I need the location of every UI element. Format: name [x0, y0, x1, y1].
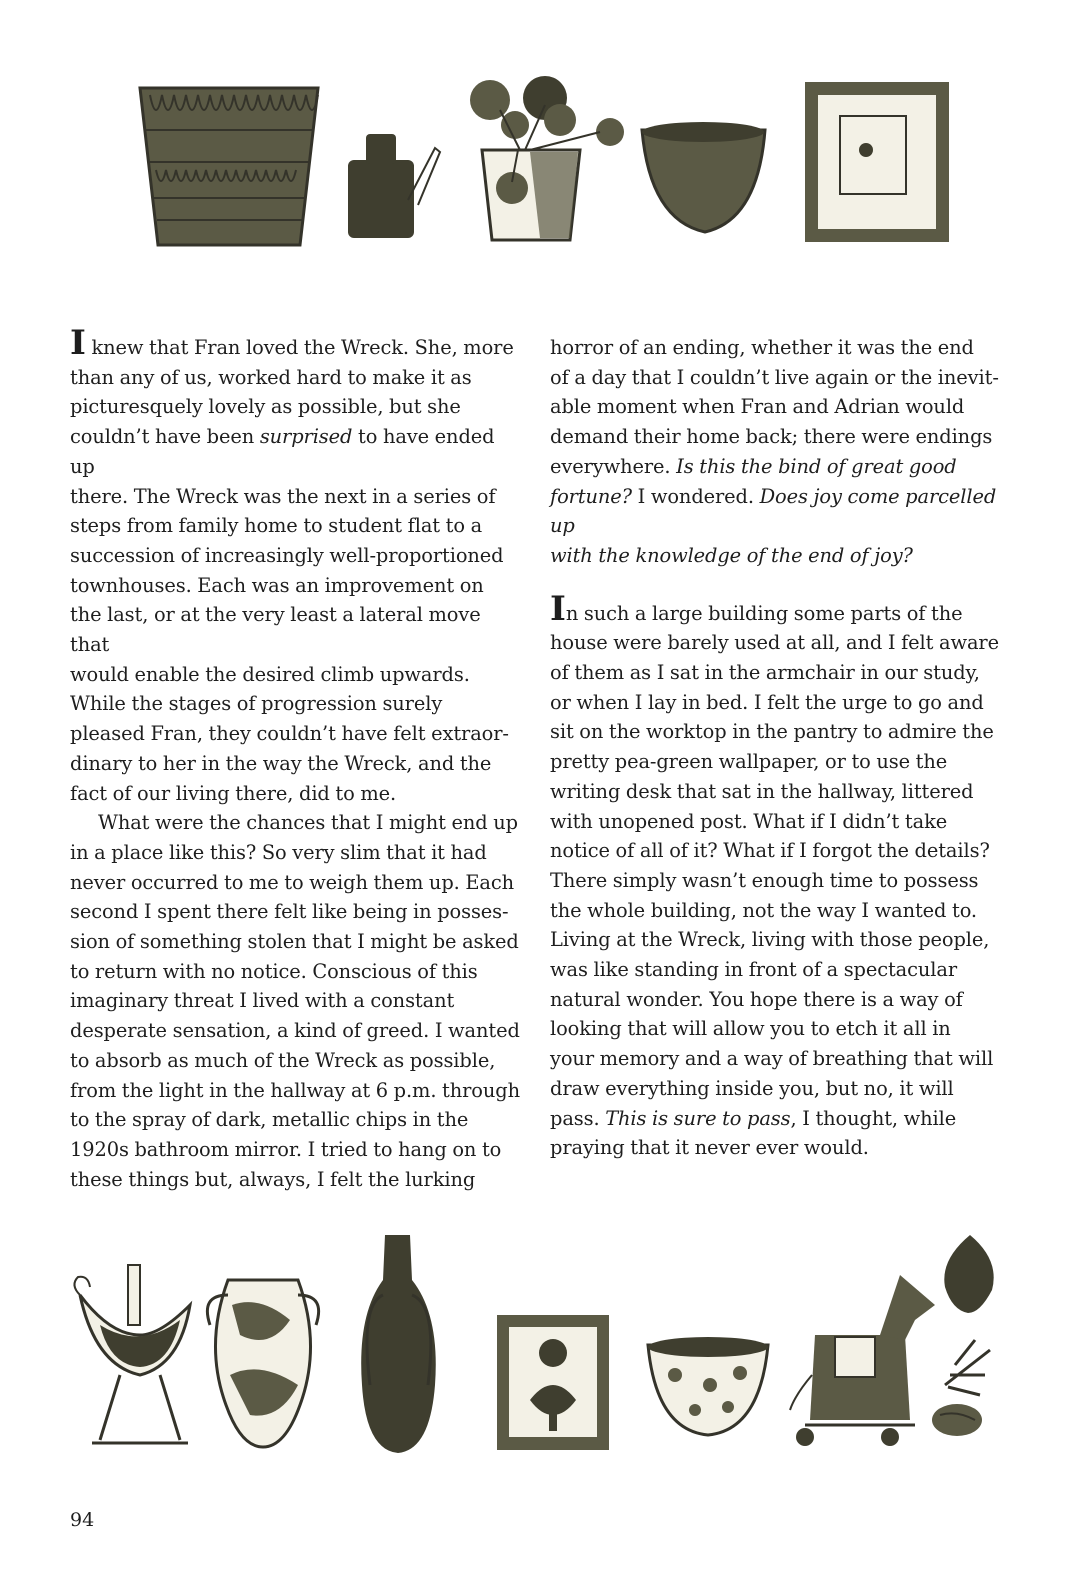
text-line: natural wonder. You hope there is a way of — [550, 987, 963, 1011]
text-line: n such a large building some parts of the — [565, 601, 963, 625]
text-line: praying that it never ever would. — [550, 1136, 869, 1160]
pebble-illustration — [932, 1404, 982, 1436]
patterned-bowl-illustration — [648, 1337, 768, 1435]
text-line: in a place like this? So very slim that it had — [70, 840, 487, 864]
text-line: succession of increasingly well-proportioned — [70, 543, 504, 567]
patterned-vase-illustration — [207, 1280, 318, 1447]
text-line: , I thought, while — [790, 1106, 957, 1130]
text-line: to have ended up — [70, 425, 495, 478]
dark-amphora-illustration — [361, 1235, 436, 1453]
text-line: sion of something stolen that I might be asked — [70, 930, 519, 954]
jar-with-knife-illustration — [348, 134, 440, 238]
text-line: looking that will allow you to etch it all in — [550, 1017, 951, 1041]
text-line: pass. — [550, 1106, 606, 1130]
text-line: There simply wasn’t enough time to possess — [550, 868, 979, 892]
text-line: from the light in the hallway at 6 p.m. through — [70, 1078, 520, 1102]
text-line: horror of an ending, whether it was the end — [550, 336, 974, 359]
text-line: to return with no notice. Conscious of this — [70, 959, 478, 983]
text-line: knew that Fran loved the Wreck. She, more — [85, 336, 514, 359]
text-line: steps from family home to student flat to a — [70, 514, 483, 538]
left-text-column — [70, 323, 522, 1194]
text-line: sit on the worktop in the pantry to admire the — [550, 720, 994, 744]
text-line: desperate sensation, a kind of greed. I wanted — [70, 1019, 520, 1043]
text-line: pretty pea-green wallpaper, or to use the — [550, 750, 948, 774]
emphasis: Does joy come parcelled up — [550, 484, 997, 538]
text-line: While the stages of progression surely — [70, 692, 443, 716]
text-line: couldn’t have been — [70, 425, 260, 449]
text-line: the whole building, not the way I wanted to. — [550, 898, 977, 922]
text-line: writing desk that sat in the hallway, littered — [550, 779, 974, 803]
emphasis: fortune? — [550, 484, 632, 508]
text-line: second I spent there felt like being in posses- — [70, 900, 509, 924]
paragraph — [70, 323, 522, 808]
page-number: 94 — [70, 1509, 95, 1531]
text-line: or when I lay in bed. I felt the urge to go and — [550, 690, 984, 714]
emphasis: surprised — [259, 425, 353, 449]
bird-candlestick-illustration — [74, 1265, 190, 1443]
right-text-column — [550, 333, 1002, 1163]
paragraph — [550, 333, 1002, 571]
paragraph — [550, 588, 1002, 1163]
text-line: house were barely used at all, and I felt aware — [550, 631, 999, 655]
text-line: able moment when Fran and Adrian would — [550, 395, 965, 419]
text-line: notice of all of it? What if I forgot the details? — [550, 839, 990, 863]
text-line: with unopened post. What if I didn’t take — [550, 809, 948, 833]
text-line: to absorb as much of the Wreck as possible, — [70, 1048, 496, 1072]
text-line: imaginary threat I lived with a constant — [70, 989, 455, 1013]
paragraph — [70, 808, 522, 1194]
text-line: I wondered. — [631, 484, 760, 508]
emphasis: with the knowledge of the end of joy? — [550, 543, 913, 567]
emphasis: Is this the bind of great good — [676, 454, 957, 478]
toy-horse-illustration — [790, 1275, 935, 1446]
bowl-illustration — [642, 122, 765, 232]
text-line: your memory and a way of breathing that will — [550, 1047, 994, 1071]
text-line: the last, or at the very least a lateral move that — [70, 603, 481, 657]
text-line: never occurred to me to weigh them up. Each — [70, 870, 515, 894]
framed-picture-illustration — [805, 82, 949, 242]
sprig-illustration — [945, 1340, 990, 1395]
text-line: Living at the Wreck, living with those people, — [550, 928, 990, 952]
text-line: draw everything inside you, but no, it will — [550, 1076, 954, 1100]
drop-cap: I — [550, 588, 566, 629]
text-line: than any of us, worked hard to make it as — [70, 365, 472, 389]
text-line: of a day that I couldn’t live again or the inevit- — [550, 365, 999, 389]
text-line: these things but, always, I felt the lurking — [70, 1167, 476, 1191]
artichoke-illustration — [944, 1235, 993, 1313]
text-line: would enable the desired climb upwards. — [70, 662, 470, 686]
text-line: everywhere. — [550, 454, 677, 478]
top-illustration — [0, 70, 1080, 260]
framed-tree-picture-illustration — [497, 1315, 609, 1450]
emphasis: This is sure to pass — [605, 1106, 791, 1130]
text-line: to the spray of dark, metallic chips in the — [70, 1108, 469, 1132]
drop-cap: I — [70, 323, 86, 363]
potted-plant-illustration — [470, 76, 624, 240]
text-line: fact of our living there, did to me. — [70, 781, 397, 805]
woven-basket-illustration — [140, 88, 318, 245]
text-line: townhouses. Each was an improvement on — [70, 573, 484, 597]
bottom-illustration — [0, 1225, 1080, 1465]
text-line: there. The Wreck was the next in a series of — [70, 484, 496, 508]
text-line: dinary to her in the way the Wreck, and the — [70, 751, 492, 775]
text-line: was like standing in front of a spectacular — [550, 958, 958, 982]
text-line: pleased Fran, they couldn’t have felt extraor- — [70, 722, 509, 746]
text-line: picturesquely lovely as possible, but she — [70, 395, 461, 419]
text-line: demand their home back; there were endings — [550, 425, 993, 449]
text-line: What were the chances that I might end up — [98, 811, 518, 835]
text-line: 1920s bathroom mirror. I tried to hang on to — [70, 1137, 502, 1161]
text-line: of them as I sat in the armchair in our study, — [550, 661, 980, 685]
